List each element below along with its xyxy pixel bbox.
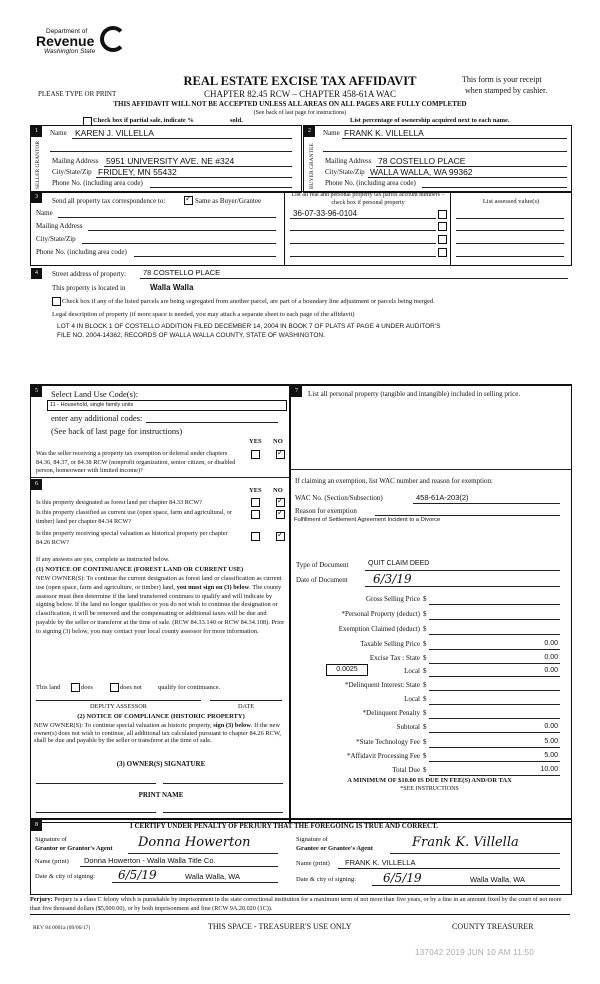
fee-line-underline bbox=[429, 704, 560, 705]
section-number: 6 bbox=[31, 479, 42, 490]
fee-line-underline bbox=[429, 775, 560, 776]
fee-line-underline bbox=[429, 690, 560, 691]
see-back: (See back of last page for instructions) bbox=[253, 110, 347, 116]
fee-line-label: Total Due bbox=[392, 766, 420, 774]
fee-line-label: Local bbox=[404, 695, 420, 703]
form-revision: REV 84 0001a (09/06/17) bbox=[33, 925, 91, 931]
certify-statement: I CERTIFY UNDER PENALTY OF PERJURY THAT THE FOREGOING IS TRUE AND CORRECT. bbox=[130, 822, 439, 830]
currency-symbol: $ bbox=[423, 709, 427, 717]
currency-symbol: $ bbox=[423, 738, 427, 746]
corr-phone-label: Phone No. (including area code) bbox=[36, 248, 127, 256]
doctype-field[interactable]: QUIT CLAIM DEED bbox=[368, 560, 430, 567]
does-checkbox[interactable] bbox=[71, 683, 80, 692]
personal-property-label: List all personal property (tangible and intangible) included in selling price. bbox=[308, 390, 521, 398]
currency-symbol: $ bbox=[423, 610, 427, 618]
fee-line-underline bbox=[429, 663, 560, 664]
grantor-date-label: Date & city of signing: bbox=[35, 873, 95, 880]
corr-mail-field[interactable] bbox=[88, 230, 276, 231]
qualify-label: qualify for continuance. bbox=[158, 684, 221, 691]
grantee-signature[interactable]: Frank K. Villella bbox=[412, 835, 519, 850]
assessed-value-field[interactable] bbox=[456, 256, 564, 257]
parcel-number[interactable] bbox=[290, 230, 436, 231]
if-yes-note: If any answers are yes, complete as instructed below. bbox=[36, 556, 170, 563]
notice-compliance-title: (2) NOTICE OF COMPLIANCE (HISTORIC PROPERTY) bbox=[77, 713, 245, 720]
ownership-note: List percentage of ownership acquired next to each name. bbox=[350, 117, 510, 124]
send-correspondence-label: Send all property tax correspondence to: bbox=[52, 197, 166, 205]
deputy-assessor-label: DEPUTY ASSESSOR bbox=[90, 703, 147, 710]
seller-city-label: City/State/Zip bbox=[52, 168, 92, 176]
currency-symbol: $ bbox=[423, 752, 427, 760]
grantor-sig-label: Signature of bbox=[35, 836, 67, 843]
sold-label: sold. bbox=[230, 117, 243, 124]
fee-line-label: Excise Tax : State bbox=[369, 654, 420, 662]
fee-line-label: *Affidavit Processing Fee bbox=[347, 752, 420, 760]
does-label: does bbox=[81, 684, 93, 691]
owner-signature-field[interactable] bbox=[36, 783, 156, 784]
buyer-mail-label: Mailing Address bbox=[325, 157, 372, 165]
receipt-note: This form is your receipt bbox=[462, 75, 542, 84]
county-treasurer-label: COUNTY TREASURER bbox=[452, 922, 534, 931]
seller-phone-field[interactable] bbox=[150, 187, 292, 188]
section-number: 1 bbox=[31, 126, 42, 137]
parcel-number[interactable] bbox=[290, 256, 436, 257]
partial-sale-label: Check box if partial sale, indicate % bbox=[93, 117, 194, 124]
currency-symbol: $ bbox=[423, 681, 427, 689]
perjury-notice: Perjury: Perjury is a class C felony which is punishable by imprisonment in the state correctional institution for a maximum term of not more than five years, or by a fine in an amount fixed by the court of not more than five thousand dollars ($5,000.00), or by both imprisonment and fine (RCW 9A.20.020 (1C)). bbox=[30, 896, 570, 915]
currency-symbol: $ bbox=[423, 595, 427, 603]
seller-phone-label: Phone No. (including area code) bbox=[52, 179, 143, 187]
local-rate-field[interactable]: 0.0025 bbox=[326, 664, 368, 676]
wac-label: WAC No. (Section/Subsection) bbox=[295, 494, 383, 502]
grantee-name-label: Name (print) bbox=[296, 860, 330, 867]
fee-line-value[interactable]: 5.00 bbox=[544, 752, 558, 759]
reason-label: Reason for exemption bbox=[295, 507, 357, 515]
grantor-signature[interactable]: Donna Howerton bbox=[138, 835, 251, 850]
currency-symbol: $ bbox=[423, 723, 427, 731]
fee-line-label: Taxable Selling Price bbox=[360, 640, 420, 648]
logo-mark-icon bbox=[100, 26, 126, 52]
seller-name-field[interactable]: KAREN J. VILLELLA bbox=[75, 128, 154, 138]
currency-symbol: $ bbox=[423, 766, 427, 774]
q-historic-yes-checkbox[interactable] bbox=[251, 532, 260, 541]
grantor-name-label: Name (print) bbox=[35, 858, 69, 865]
print-name-label: PRINT NAME bbox=[138, 791, 184, 799]
notice-compliance-text: NEW OWNER(S): To continue special valuation as historic property, sign (3) below. If the new owner(s) does not wish to continue, all additional tax calculated pursuant to chapter 84.26 RCW, shall be due and payable by the seller or transferor at the time of sale. bbox=[34, 722, 281, 744]
assessed-value-field[interactable] bbox=[456, 243, 564, 244]
currency-symbol: $ bbox=[423, 625, 427, 633]
seller-mail-label: Mailing Address bbox=[52, 157, 99, 165]
fee-line-value[interactable]: 0.00 bbox=[544, 723, 558, 730]
assessed-header: List assessed value(s) bbox=[482, 198, 540, 205]
currency-symbol: $ bbox=[423, 695, 427, 703]
q1-yes-checkbox[interactable] bbox=[251, 450, 260, 459]
fee-line-label: *Personal Property (deduct) bbox=[341, 610, 420, 618]
q-forest-no-checkbox[interactable] bbox=[276, 498, 285, 507]
does-not-label: does not bbox=[120, 684, 142, 691]
corr-name-label: Name bbox=[36, 209, 53, 217]
grantor-date-field[interactable]: 6/5/19 bbox=[118, 868, 157, 882]
owner-print-name-field[interactable] bbox=[36, 812, 156, 813]
form-title: REAL ESTATE EXCISE TAX AFFIDAVIT bbox=[183, 74, 417, 88]
personal-property-checkbox[interactable] bbox=[438, 235, 447, 244]
grantee-date-field[interactable]: 6/5/19 bbox=[383, 871, 422, 885]
section-number: 8 bbox=[31, 820, 42, 831]
fee-line-label: *Delinquent Interest: State bbox=[344, 681, 420, 689]
section-number: 3 bbox=[31, 192, 42, 203]
county-field[interactable]: Walla Walla bbox=[150, 283, 194, 292]
docdate-label: Date of Document bbox=[296, 576, 348, 584]
logo-name: Revenue bbox=[36, 33, 95, 49]
fee-line-label: Gross Selling Price bbox=[365, 595, 420, 603]
minimum-note: A MINIMUM OF $10.00 IS DUE IN FEE(S) AND/OR TAX bbox=[347, 777, 512, 784]
exemption-question: Was the seller receiving a property tax exemption or deferral under chapters 84.36, 84.37, or 84.38 RCW (nonprofit organization, senior citizen, or disabled person, homeowner with limited income)? bbox=[36, 450, 236, 474]
q-forest-yes-checkbox[interactable] bbox=[251, 498, 260, 507]
legal-label: Legal description of property (if more space is needed, you may attach a separate sheet to each page of the affidavit) bbox=[52, 311, 355, 318]
personal-property-checkbox[interactable] bbox=[438, 210, 447, 219]
segregate-label: Check box if any of the listed parcels are being segregated from another parcel, are part of a boundary line adjustment or parcels being merged. bbox=[62, 298, 435, 305]
assessed-value-field[interactable] bbox=[456, 230, 564, 231]
owner-print-name-field[interactable] bbox=[163, 812, 283, 813]
fee-line-label: Exemption Claimed (deduct) bbox=[338, 625, 420, 633]
doctype-label: Type of Document bbox=[296, 561, 349, 569]
corr-phone-field[interactable] bbox=[134, 256, 276, 257]
owner-signature-label: (3) OWNER(S) SIGNATURE bbox=[116, 760, 206, 768]
section-number: 2 bbox=[304, 126, 315, 137]
grantor-name-field[interactable]: Donna Howerton - Walla Walla Title Co. bbox=[84, 856, 216, 865]
currency-symbol: $ bbox=[423, 640, 427, 648]
reason-field[interactable]: Fulfillment of Settlement Agreement Incident to a Divorce bbox=[294, 517, 441, 523]
assessor-date-field[interactable] bbox=[210, 700, 282, 701]
fee-line-underline bbox=[429, 747, 560, 748]
fee-line-label: *Delinquent Penalty bbox=[362, 709, 420, 717]
fee-line-underline bbox=[429, 761, 560, 762]
this-land-label: This land bbox=[36, 684, 61, 691]
additional-codes-label: enter any additional codes: bbox=[51, 413, 143, 423]
grantee-sig-label-2: Grantee or Grantee's Agent bbox=[296, 845, 373, 852]
dor-logo bbox=[36, 28, 95, 55]
fee-line-value[interactable]: 0.00 bbox=[544, 640, 558, 647]
same-as-buyer-checkbox[interactable] bbox=[184, 196, 193, 205]
no-header: NO bbox=[273, 487, 283, 494]
currency-symbol: $ bbox=[423, 654, 427, 662]
street-field[interactable]: 78 COSTELLO PLACE bbox=[143, 268, 221, 277]
street-label: Street address of property: bbox=[52, 270, 127, 278]
fee-line-underline bbox=[429, 604, 560, 605]
no-header: NO bbox=[273, 438, 283, 445]
section-number: 5 bbox=[31, 386, 42, 397]
buyer-mail-field[interactable]: 78 COSTELLO PLACE bbox=[378, 156, 466, 166]
does-not-checkbox[interactable] bbox=[110, 683, 119, 692]
see-instructions: *SEE INSTRUCTIONS bbox=[400, 786, 459, 792]
q-current-use-no-checkbox[interactable] bbox=[276, 510, 285, 519]
q-historic-no-checkbox[interactable] bbox=[276, 532, 285, 541]
fee-line-underline bbox=[429, 718, 560, 719]
q1-no-checkbox[interactable] bbox=[276, 450, 285, 459]
currency-symbol: $ bbox=[423, 667, 427, 675]
personal-property-checkbox[interactable] bbox=[438, 248, 447, 257]
legal-description-line[interactable]: LOT 4 IN BLOCK 1 OF COSTELLO ADDITION FILED DECEMBER 14, 2004 IN BOOK 7 OF PLATS AT PAGE 4 UNDER AUDITOR'S bbox=[57, 323, 441, 330]
buyer-name-label: Name bbox=[323, 129, 340, 137]
forest-land-question: Is this property designated as forest land per chapter 84.33 RCW? bbox=[36, 499, 202, 506]
buyer-side-label: BUYER GRANTEE bbox=[309, 143, 315, 189]
treasurer-stamp: 137042 2019 JUN 10 AM 11:50 bbox=[415, 948, 535, 957]
treasurer-space-label: THIS SPACE - TREASURER'S USE ONLY bbox=[208, 922, 352, 931]
corr-city-field[interactable] bbox=[82, 243, 276, 244]
current-use-question: Is this property classified as current use (open space, farm and agricultural, or timber) land per chapter 84.34 RCW? bbox=[36, 509, 232, 525]
buyer-phone-field[interactable] bbox=[422, 187, 567, 188]
notice-continuance-text: NEW OWNER(S): To continue the current designation as forest land or classification as current use (open space, farm and agriculture, or timber) land, you must sign on (3) below. The county assessor must then determine if the land transferred continues to qualify and will indicate by signing below. If the land no longer qualifies or you do not wish to continue the designation or classification, it will be removed and the compensating or additional taxes will be due and payable by the seller or transferor at the time of sale. (RCW 84.33.140 or RCW 84.34.108). Prior to signing (3) below, you may contact your local county assessor for more information. bbox=[36, 575, 285, 635]
buyer-name-field[interactable]: FRANK K. VILLELLA bbox=[344, 128, 424, 138]
fee-line-underline bbox=[429, 634, 560, 635]
form-subtitle: CHAPTER 82.45 RCW – CHAPTER 458-61A WAC bbox=[204, 89, 396, 99]
docdate-field[interactable]: 6/3/19 bbox=[373, 572, 412, 586]
fee-line-value[interactable]: 5.00 bbox=[544, 738, 558, 745]
buyer-city-field[interactable]: WALLA WALLA, WA 99362 bbox=[370, 167, 473, 177]
buyer-city-label: City/State/Zip bbox=[325, 168, 365, 176]
yes-header: YES bbox=[249, 487, 262, 494]
section-number: 4 bbox=[31, 268, 42, 279]
notice-continuance-title: (1) NOTICE OF CONTINUANCE (FOREST LAND OR CURRENT USE) bbox=[36, 566, 244, 573]
please-print: PLEASE TYPE OR PRINT bbox=[38, 90, 117, 98]
segregate-checkbox[interactable] bbox=[52, 297, 61, 306]
seller-city-field[interactable]: FRIDLEY, MN 55432 bbox=[98, 167, 177, 177]
grantor-sig-label-2: Grantor or Grantor's Agent bbox=[35, 845, 113, 852]
fee-line-underline bbox=[429, 649, 560, 650]
land-use-select[interactable]: 11 - Household, single family units bbox=[47, 400, 287, 411]
see-back-instructions: (See back of last page for instructions) bbox=[51, 426, 183, 436]
corr-city-label: City/State/Zip bbox=[36, 235, 76, 243]
personal-property-checkbox[interactable] bbox=[438, 222, 447, 231]
date-label: DATE bbox=[237, 703, 255, 710]
legal-description-line[interactable]: FILE NO. 2004-14362, RECORDS OF WALLA WALLA COUNTY, STATE OF WASHINGTON. bbox=[57, 332, 325, 339]
section-number: 7 bbox=[291, 386, 302, 397]
fee-line-value[interactable]: 0.00 bbox=[544, 667, 558, 674]
fee-line-underline bbox=[429, 732, 560, 733]
receipt-note-2: when stamped by cashier. bbox=[465, 86, 548, 95]
fee-line-underline bbox=[429, 676, 560, 677]
owner-signature-field[interactable] bbox=[163, 783, 283, 784]
deputy-assessor-signature[interactable] bbox=[36, 700, 201, 701]
grantee-name-field[interactable]: FRANK K. VILLELLA bbox=[345, 858, 416, 867]
grantee-sig-label: Signature of bbox=[296, 836, 328, 843]
fee-line-underline bbox=[429, 619, 560, 620]
located-label: This property is located in bbox=[52, 284, 126, 292]
historic-question: Is this property receiving special valuation as historical property per chapter 84.26 RCW? bbox=[36, 530, 228, 546]
buyer-phone-label: Phone No. (including area code) bbox=[325, 179, 416, 187]
fee-line-label: Local bbox=[404, 667, 420, 675]
logo-dept: Department of bbox=[46, 28, 88, 35]
warning-text: THIS AFFIDAVIT WILL NOT BE ACCEPTED UNLESS ALL AREAS ON ALL PAGES ARE FULLY COMPLETED bbox=[113, 100, 467, 108]
grantor-city-field[interactable]: Walla Walla, WA bbox=[185, 872, 241, 881]
land-use-title: Select Land Use Code(s): bbox=[51, 389, 139, 399]
logo-state: Washington State bbox=[44, 48, 96, 55]
grantee-city-field[interactable]: Walla Walla, WA bbox=[470, 875, 526, 884]
fee-line-label: Subtotal bbox=[396, 723, 420, 731]
yes-header: YES bbox=[249, 438, 262, 445]
fee-line-value[interactable]: 10.00 bbox=[540, 766, 558, 773]
assessed-value-field[interactable] bbox=[456, 218, 564, 219]
additional-codes-field[interactable] bbox=[146, 422, 278, 423]
grantee-date-label: Date & city of signing: bbox=[296, 876, 356, 883]
corr-name-field[interactable] bbox=[58, 217, 276, 218]
fee-line-value[interactable]: 0.00 bbox=[544, 654, 558, 661]
parcel-header: List all real and personal property tax parcel account numbers – check box if personal property bbox=[291, 192, 445, 206]
wac-field[interactable]: 458-61A-203(2) bbox=[416, 493, 469, 502]
q-current-use-yes-checkbox[interactable] bbox=[251, 510, 260, 519]
seller-mail-field[interactable]: 5951 UNIVERSITY AVE. NE #324 bbox=[106, 156, 235, 166]
exemption-label: If claiming an exemption, list WAC number and reason for exemption: bbox=[295, 477, 493, 485]
parcel-number[interactable] bbox=[290, 243, 436, 244]
same-as-buyer-label: Same as Buyer/Grantee bbox=[195, 197, 262, 205]
parcel-number[interactable]: 36-07-33-96-0104 bbox=[293, 209, 358, 218]
seller-name-label: Name bbox=[50, 129, 67, 137]
fee-line-label: *State Technology Fee bbox=[356, 738, 420, 746]
seller-side-label: SELLER GRANTOR bbox=[35, 140, 41, 189]
corr-mail-label: Mailing Address bbox=[36, 222, 83, 230]
